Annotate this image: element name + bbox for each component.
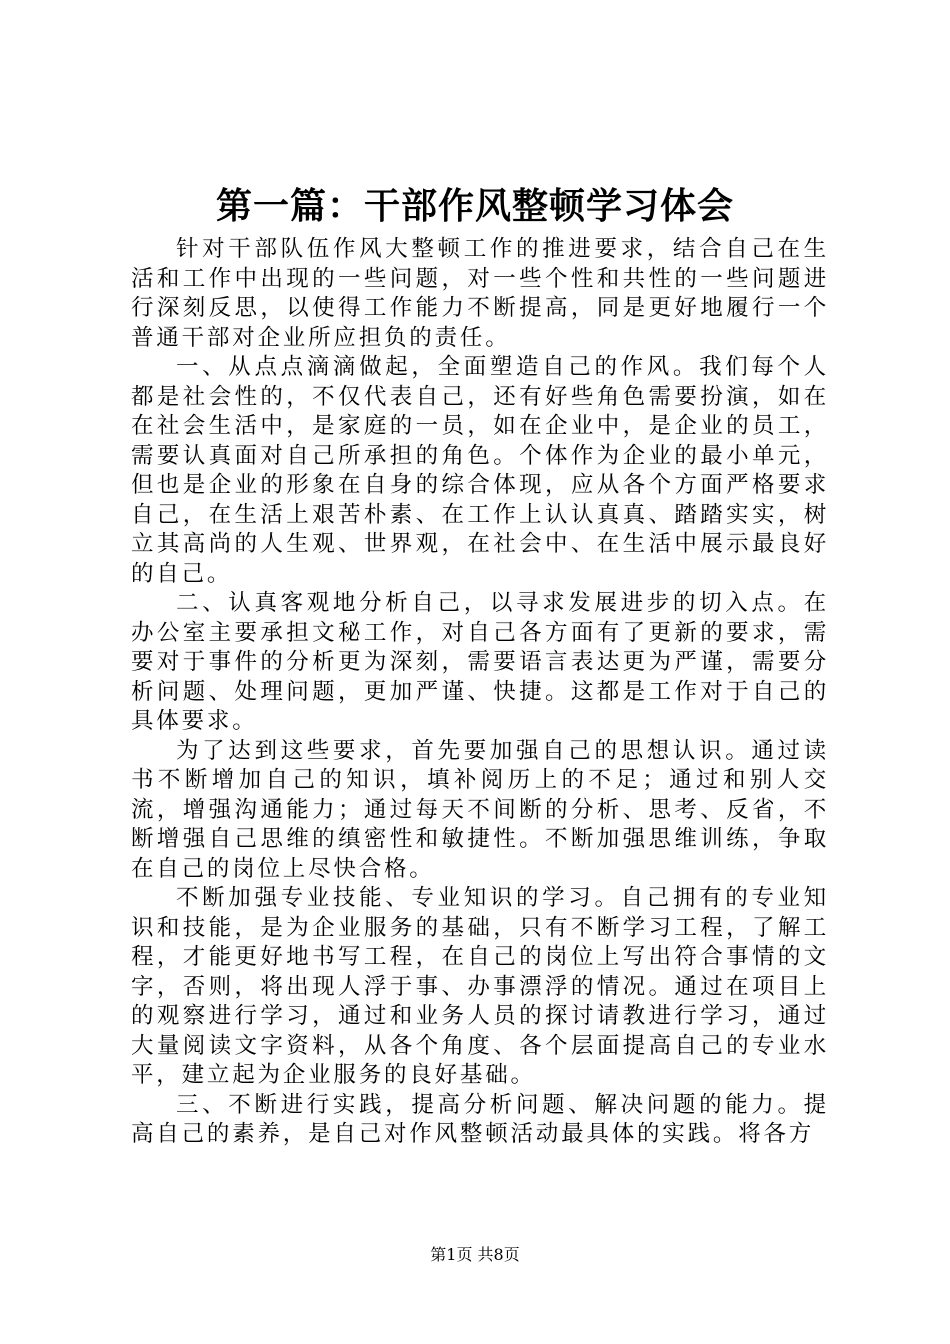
paragraph-section-one: 一、从点点滴滴做起，全面塑造自己的作风。我们每个人都是社会性的，不仅代表自己，还有好些角色需要扮演，如在在社会生活中，是家庭的一员，如在企业中，是企业的员工，需要认真面对自己所承担的角色。个体作为企业的最小单元，但也是企业的形象在自身的综合体现，应从各个方面严格要求自己，在生活上艰苦朴素、在工作上认认真真、踏踏实实，树立其高尚的人生观、世界观，在社会中、在生活中展示最良好的自己。 bbox=[131, 354, 829, 587]
page-footer: 第1页 共8页 bbox=[430, 1245, 520, 1264]
paragraph-thinking: 为了达到这些要求，首先要加强自己的思想认识。通过读书不断增加自己的知识，填补阅历上的不足；通过和别人交流，增强沟通能力；通过每天不间断的分析、思考、反省，不断增强自己思维的缜密性和敏捷性。不断加强思维训练，争取在自己的岗位上尽快合格。 bbox=[131, 737, 829, 882]
document-title: 第一篇：干部作风整顿学习体会 bbox=[215, 186, 734, 227]
paragraph-section-three: 三、不断进行实践，提高分析问题、解决问题的能力。提高自己的素养，是自己对作风整顿活动最具体的实践。将各方 bbox=[131, 1091, 829, 1147]
paragraph-intro: 针对干部队伍作风大整顿工作的推进要求，结合自己在生活和工作中出现的一些问题，对一些个性和共性的一些问题进行深刻反思，以使得工作能力不断提高，同是更好地履行一个普通干部对企业所应担负的责任。 bbox=[131, 236, 829, 351]
paragraph-section-two: 二、认真客观地分析自己，以寻求发展进步的切入点。在办公室主要承担文秘工作，对自己各方面有了更新的要求，需要对于事件的分析更为深刻，需要语言表达更为严谨，需要分析问题、处理问题，更加严谨、快捷。这都是工作对于自己的具体要求。 bbox=[131, 590, 829, 734]
document-body bbox=[131, 235, 829, 1150]
paragraph-skills: 不断加强专业技能、专业知识的学习。自己拥有的专业知识和技能，是为企业服务的基础，只有不断学习工程，了解工程，才能更好地书写工程，在自己的岗位上写出符合事情的文字，否则，将出现人浮于事、办事漂浮的情况。通过在项目上的观察进行学习，通过和业务人员的探讨请教进行学习，通过大量阅读文字资料，从各个角度、各个层面提高自己的专业水平，建立起为企业服务的良好基础。 bbox=[131, 885, 829, 1088]
